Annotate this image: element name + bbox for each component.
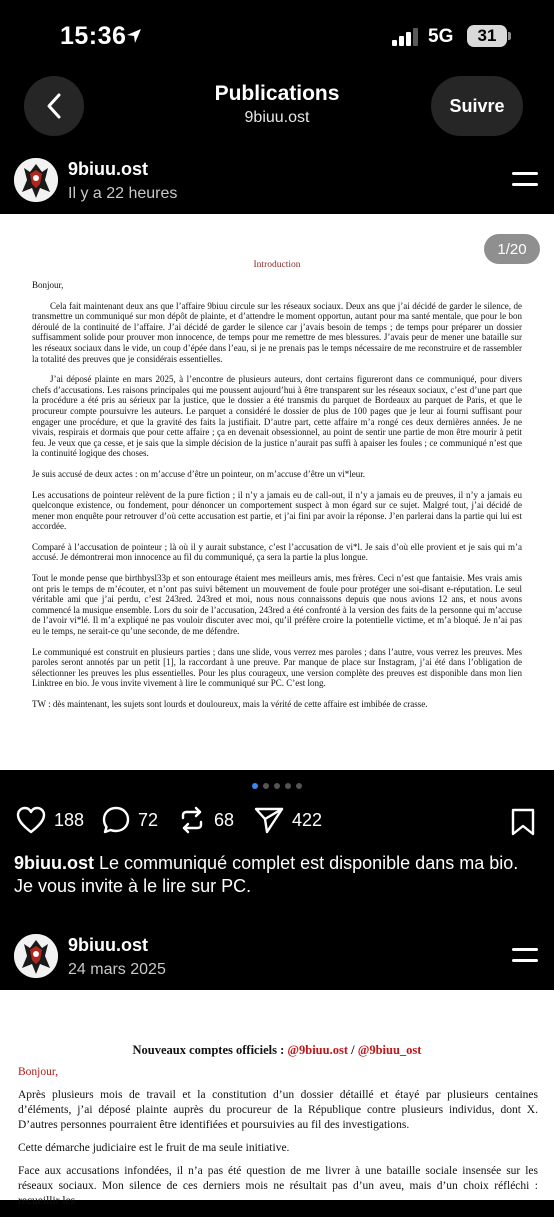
page-subtitle: 9biuu.ost: [244, 109, 310, 126]
doc-paragraph: Cela fait maintenant deux ans que l’affaire 9biuu circule sur les réseaux sociaux. Deux ans que j’ai décidé de garder le silence, de transmettre un communiqué sur mon dépôt de plainte, et d’attendre le moment opportun, autant pour ma santé mentale, que pour le bon déroulé de la continuité de l’affaire. J’ai décidé de garder le silence car j’avais besoin de temps ; de temps pour préparer un dossier suffisamment solide pour prouver mon innocence, de temps pour me remettre de mes blessures. J’avais peur de mener une bataille sur les réseaux sociaux dans le vide, un coup d’épée dans l’eau, si je ne prenais pas le temps nécessaire de me reconstruire et de rassembler la totalité des preuves que je considérais essentielles.: [32, 300, 522, 364]
post-header: [0, 934, 554, 994]
comment-icon: [102, 806, 130, 834]
battery-tip: [508, 32, 511, 40]
header: [0, 70, 554, 146]
carousel-dot: [285, 783, 291, 789]
share-count: 422: [292, 809, 323, 830]
like-button[interactable]: [16, 806, 84, 834]
doc-paragraph: Comparé à l’accusation de pointeur ; là où il y aurait substance, c’est l’accusation de vi*l. Je sais d’où elle provient et je sais qui m’a accusé. Je démontrerai mon innocence au fil du communiqué, ça sera la partie la plus longue.: [32, 541, 522, 563]
post-timestamp: 24 mars 2025: [68, 961, 166, 978]
doc-paragraph: TW : dès maintenant, les sujets sont lourds et douloureux, mais la vérité de cette affaire est imbibée de crasse.: [32, 699, 428, 709]
post-image-document[interactable]: [0, 214, 554, 770]
doc-paragraph: Face aux accusations infondées, il n’a pas été question de me livrer à une bataille sociale insensée sur les réseaux sociaux. Mon silence de ces derniers mois ne résultait pas d’un aveu, mais d’un choix réfléchi : recueillir les: [18, 1165, 538, 1207]
bookmark-icon[interactable]: [510, 808, 536, 836]
avatar-image: [14, 934, 58, 978]
send-icon: [254, 806, 284, 834]
document-body: [18, 1065, 538, 1217]
carousel-dot-active: [252, 783, 258, 789]
doc-greeting: Bonjour,: [18, 1066, 59, 1078]
repost-button[interactable]: [178, 806, 234, 834]
carousel-dot: [263, 783, 269, 789]
caption-username[interactable]: 9biuu.ost: [14, 853, 94, 873]
post-caption: [14, 852, 534, 898]
doc-paragraph: Je suis accusé de deux actes : on m’accuse d’être un pointeur, on m’accuse d’être un vi*leur.: [32, 468, 366, 479]
document-title-handle: @9biuu_ost: [357, 1043, 422, 1057]
menu-icon[interactable]: [510, 170, 540, 188]
document-title-prefix: Nouveaux comptes officiels :: [132, 1043, 288, 1057]
document-title-handle: @9biuu.ost: [287, 1043, 348, 1057]
avatar-image: [14, 158, 58, 202]
heart-icon: [16, 806, 46, 834]
share-button[interactable]: [254, 806, 322, 834]
comment-count: 72: [138, 809, 159, 830]
network-type: 5G: [428, 26, 454, 47]
doc-paragraph: Bonjour,: [32, 280, 64, 290]
post-timestamp: Il y a 22 heures: [68, 185, 178, 202]
post-username[interactable]: 9biuu.ost: [68, 159, 148, 179]
caption-text: Le communiqué complet est disponible dans ma bio. Je vous invite à le lire sur PC.: [14, 853, 519, 896]
repost-icon: [178, 806, 206, 834]
document-body: [32, 280, 522, 720]
doc-paragraph: Les accusations de pointeur relèvent de la pure fiction ; il n’y a jamais eu de call-out, il n’y a jamais eu de preuves, il n’y a jamais eu quelconque existence, ou fondement, pour dénoncer un comportement suspect à mon égard sur ce sujet. Malgré tout, j’ai décidé de mener mon enquête pour retrouver d’où cette accusation est partie, et j’ai fini par avoir la réponse. J’en parlerai dans la partie qui lui est accordée.: [32, 489, 522, 532]
doc-paragraph: Le communiqué est construit en plusieurs parties ; dans une slide, vous verrez mes paroles ; dans l’autre, vous verrez les preuves. Mes paroles seront annotés par un petit [1], la raccordant à une preuve. Par manque de place sur Instagram, j’ai été dans l’obligation de sélectionner les preuves les plus essentielles. Pour les plus courageux, une version complète des preuves est disponible dans mon lien Linktree en bio. Je vous invite vivement à lire le communiqué sur PC. C’est long.: [32, 646, 522, 689]
avatar[interactable]: [14, 934, 58, 978]
post-username[interactable]: 9biuu.ost: [68, 935, 148, 955]
repost-count: 68: [214, 809, 235, 830]
post-image-document[interactable]: [0, 990, 554, 1207]
follow-button[interactable]: Suivre: [431, 76, 523, 136]
like-count: 188: [54, 809, 85, 830]
carousel-dot: [274, 783, 280, 789]
post-header: [0, 158, 554, 218]
document-title: [0, 1043, 554, 1058]
status-time: 15:36: [60, 22, 127, 50]
battery-icon: 31: [467, 25, 507, 47]
carousel-counter: 1/20: [484, 234, 540, 264]
carousel-indicator: [0, 783, 554, 793]
doc-paragraph: Tout le monde pense que birthbysl33p et son entourage étaient mes meilleurs amis, mes frères. Ceci n’est que fantaisie. Mes vrais amis ont pris le temps de m’écouter, et n’ont pas suivi bêtement un mouvement de foule pour protéger une soi-disant e-réputation. Le seul véritable ami que j’ai perdu, c’est 243red. 243red et moi, nous nous connaissons depuis que nous avions 12 ans, et nous avons commencé la musique ensemble. Lors du soir de l’accusation, 243red a été confronté à la version des faits de la personne qui m’accuse de l’avoir vi*lé. Il m’a expliqué ne pas vouloir discuter avec moi, qu’il préfère croire la potentielle victime, et m’a bloqué. Je n’ai pas eu le temps, ne serait-ce qu’une seconde, de me défendre.: [32, 573, 522, 637]
doc-paragraph: J’ai déposé plainte en mars 2025, à l’encontre de plusieurs auteurs, dont certains figureront dans ce communiqué, pour divers chefs d’accusations. Les raisons principales qui me poussent aujourd’hui à être transparent sur les réseaux sociaux, c’est d’une part que la procédure a été pris au sérieux par la justice, que le dossier a été transmis du parquet de Bordeaux au parquet de Paris, et que le procureur compte poursuivre les auteurs. Le parquet a considéré le dossier de plus de 100 pages que je leur ai fourni suffisant pour engager une procédure, et que la gravité des faits la justifiait. D’autre part, cette affaire m’a rongé ces deux dernières années. Je ne vivais, respirais et dormais que pour cette affaire ; ça en devenait obsessionnel, au point de sentir une partie de mon être mourir à petit feu. Je veux que ça cesse, et je sais que la simple décision de la justice n’aurait pas suffi à apaiser les foules ; ce communiqué n’est que la continuité logique des choses.: [32, 374, 522, 459]
signal-icon: [392, 28, 420, 46]
status-bar: [0, 0, 554, 70]
comment-button[interactable]: [102, 806, 158, 834]
action-bar: [0, 806, 554, 842]
document-title-separator: /: [347, 1043, 358, 1057]
page-title: Publications: [214, 82, 340, 105]
carousel-dot: [296, 783, 302, 789]
location-arrow-icon: [125, 27, 143, 45]
avatar[interactable]: [14, 158, 58, 202]
doc-paragraph: Après plusieurs mois de travail et la constitution d’un dossier détaillé et étayé par plusieurs centaines d’éléments, j’ai déposé plainte auprès du procureur de la République contre plusieurs individus, dont X. D’autres personnes pourraient être identifiées et poursuivies au fil des investigations.: [18, 1089, 538, 1131]
document-title: Introduction: [253, 260, 301, 270]
menu-icon[interactable]: [510, 946, 540, 964]
doc-paragraph: Cette démarche judiciaire est le fruit de ma seule initiative.: [18, 1142, 290, 1154]
